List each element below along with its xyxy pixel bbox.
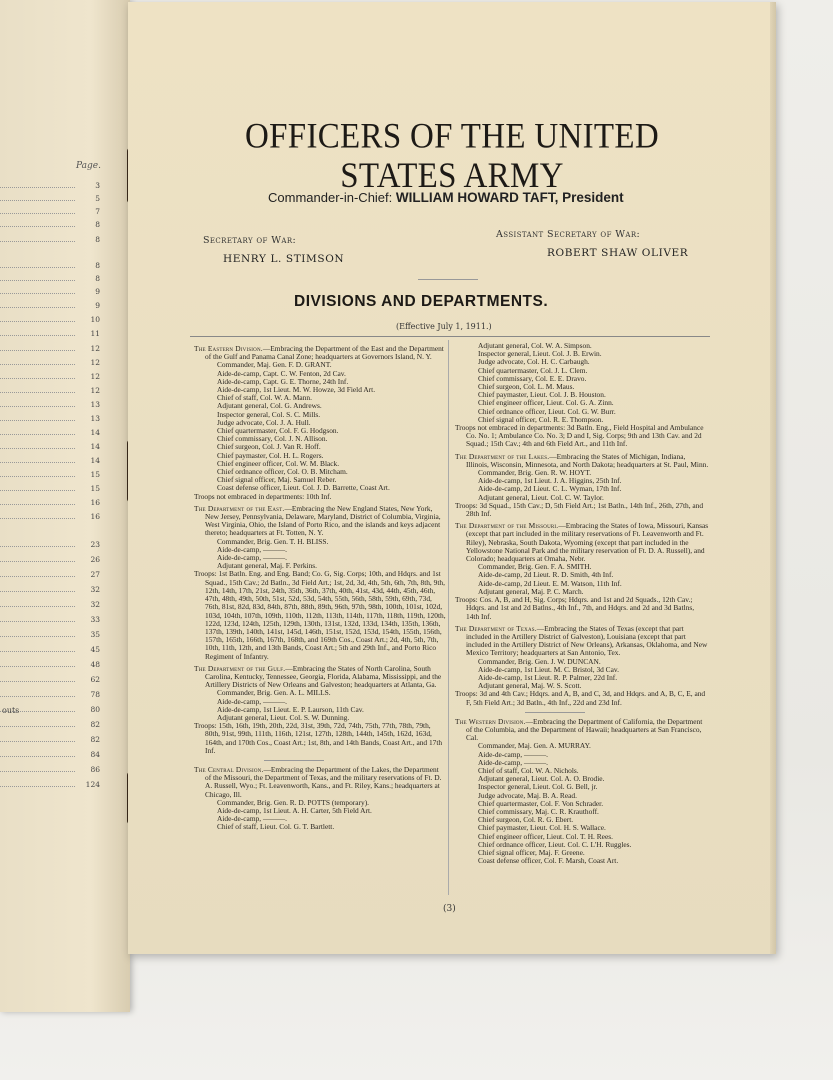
leader-dots [0, 756, 75, 757]
entry-line: Aide-de-camp, 1st Lieut. A. H. Carter, 5th Field Art. [217, 805, 372, 815]
entry-line: Aide-de-camp, 1st Lieut. M. W. Howze, 3d Field Art. [217, 385, 376, 395]
entry-line: Judge advocate, Col. H. C. Carbaugh. [478, 357, 590, 367]
entry-line: Commander, Maj. Gen. A. MURRAY. [478, 741, 591, 751]
entry-line: Inspector general, Lieut. Col. J. B. Erwin. [478, 349, 602, 359]
entry-line: The Central Division.—Embracing the Department of the Lakes, the Department of the Missouri, the Department of Texas, and the military reservations of Ft. D. A. Russell, Wyo.; Ft. Leavenworth, Kans., and Ft. Riley, Kans.; headquarters at Chicago, Ill. [194, 764, 442, 799]
left-text-column [194, 345, 446, 836]
entry-line: Aide-de-camp, 1st Lieut. J. A. Higgins, 25th Inf. [478, 476, 622, 486]
section-heading: DIVISIONS AND DEPARTMENTS. [294, 293, 549, 310]
page-ref-number: 12 [90, 372, 100, 381]
leader-dots [0, 321, 75, 322]
effective-note: (Effective July 1, 1911.) [396, 322, 492, 331]
entry-line: Commander, Brig. Gen. A. L. MILLS. [217, 688, 331, 698]
page-ref-number: 62 [90, 675, 100, 684]
page-ref-number: 12 [90, 344, 100, 353]
entry-line: Aide-de-camp, ———. [217, 814, 287, 824]
entry-line: Aide-de-camp, ———. [478, 757, 548, 767]
entry-line: Troops: 3d and 4th Cav.; Hdqrs. and A, B, and C, 3d, and Hdqrs. and A, B, C, E, and F, 5th Field Art.; 3d Batln., 4th Inf., 22d and 23d Inf. [455, 689, 706, 707]
entry-line: Chief ordnance officer, Lieut. Col. C. L'H. Ruggles. [478, 839, 632, 849]
leader-dots [0, 448, 75, 449]
leader-dots [0, 406, 75, 407]
entry-line: Chief engineer officer, Lieut. Col. T. H. Rees. [478, 831, 613, 841]
page-ref-number: 33 [90, 615, 100, 624]
entry-line: Aide-de-camp, 2d Lieut. E. M. Watson, 11th Inf. [478, 578, 622, 588]
department-entry [455, 342, 709, 449]
page-ref-number: 124 [85, 780, 100, 789]
leader-dots [0, 350, 75, 351]
page-edge [770, 2, 776, 954]
leader-dots [0, 771, 75, 772]
page-ref-number: 27 [90, 570, 100, 579]
entry-line: Aide-de-camp, ———. [217, 696, 287, 706]
section-separator [264, 760, 324, 761]
leader-dots [0, 504, 75, 505]
page-ref-number: 12 [90, 358, 100, 367]
leader-dots [0, 518, 75, 519]
leader-dots [0, 392, 75, 393]
leader-dots [0, 307, 75, 308]
entry-line: Aide-de-camp, 1st Lieut. M. C. Bristol, 3d Cav. [478, 664, 619, 674]
entry-line: Troops: 3d Squad., 15th Cav.; D, 5th Field Art.; 1st Batln., 14th Inf., 26th, 27th, and 28th Inf. [455, 500, 704, 519]
leader-dots [0, 621, 75, 622]
entry-line: Chief signal officer, Col. R. E. Thompson. [478, 414, 604, 424]
page-ref-number: 26 [90, 555, 100, 564]
page-ref-number: 3 [95, 181, 100, 190]
leader-dots [0, 576, 75, 577]
commander-name: WILLIAM HOWARD TAFT, President [395, 190, 624, 205]
entry-line: Chief commissary, Maj. C. R. Krauthoff. [478, 806, 599, 816]
page-ref-number: 9 [95, 301, 100, 310]
entry-line: Chief paymaster, Lieut. Col. H. S. Wallace. [478, 823, 606, 833]
asst-secretary-name: ROBERT SHAW OLIVER [547, 247, 689, 259]
page-ref-number: 78 [90, 690, 100, 699]
entry-line: Chief commissary, Col. J. N. Allison. [217, 434, 328, 444]
entry-line: Troops: 1st Batln. Eng. and Eng. Band; Co. G, Sig. Corps; 10th, and Hdqrs. and 1st Squad., 15th Cav.; 2d Batln., 3d Field Art.; 1st, 2d, 3d, 4th, 5th, 6th, 7th, 8th, 9th, 12th, 14th, 17th, 21st, 24th, 35th, 36th, 37th, 40th, 41st, 43d, 44th, 45th, 46th, 47th, 48th, 49th, 50th, 51st, 52d, 53d, 54th, 55th, 56th, 58th, 59th, 69th, 73d, 76th, 81st, 82d, 83d, 84th, 87th, 88th, 89th, 96th, 97th, 98th, 100th, 101st, 102d, 103d, 104th, 107th, 109th, 110th, 112th, 113th, 114th, 117th, 118th, 119th, 120th, 122d, 123d, 124th, 125th, 129th, 130th, 131st, 132d, 133d, 134th, 135th, 136th, 137th, 139th, 140th, 141st, 145d, 146th, 151st, 152d, 153d, 154th, 155th, 156th, 157th, 165th, 166th, 167th, 168th, and 169th Cos., Coast Art.; 2d, 4th, 5th, 7th, 10th, 11th, 12th, and 13th Bands, Coast Art.; 5th and 29th Inf., and Porto Rico Regiment of Infantry. [194, 569, 446, 661]
page-ref-number: 15 [90, 470, 100, 479]
entry-line: Adjutant general, Maj. P. C. March. [478, 586, 584, 596]
entry-line: Adjutant general, Lieut. Col. C. W. Taylor. [478, 492, 604, 502]
leader-dots [0, 462, 75, 463]
asst-secretary-label: Assistant Secretary of War: [496, 229, 641, 240]
entry-line: Aide-de-camp, ———. [478, 749, 548, 759]
department-entry [194, 766, 446, 832]
entry-line: Chief signal officer, Maj. F. Greene. [478, 847, 585, 857]
leader-dots [0, 490, 75, 491]
entry-line: Commander, Brig. Gen. F. A. SMITH. [478, 562, 592, 572]
department-entry [455, 453, 709, 519]
entry-line: Chief of staff, Col. W. A. Mann. [217, 393, 312, 403]
page-ref-number: 13 [90, 400, 100, 409]
entry-line: Inspector general, Col. S. C. Mills. [217, 409, 321, 419]
page-ref-number: 15 [90, 484, 100, 493]
page-ref-number: 10 [90, 315, 100, 324]
leader-dots [0, 241, 75, 242]
entry-line: Adjutant general, Maj. F. Perkins. [217, 561, 317, 571]
entry-line: Aide-de-camp, 1st Lieut. E. P. Laurson, 11th Cav. [217, 704, 364, 714]
entry-line: Troops: Cos. A, B, and H, Sig. Corps; Hdqrs. and 1st and 2d Squads., 12th Cav.; Hdqrs. and 1st and 2d Batlns., 4th Inf., 7th, and Hdqrs. and 2d and 3d Batlns, 14th Inf. [455, 595, 695, 621]
entry-line: Chief signal officer, Maj. Samuel Reber. [217, 475, 337, 485]
leader-dots [0, 420, 75, 421]
page-ref-number: 82 [90, 735, 100, 744]
leader-dots [0, 364, 75, 365]
page-ref-number: 5 [95, 194, 100, 203]
page-ref-number: 12 [90, 386, 100, 395]
entry-line: Aide-de-camp, 2d Lieut. C. L. Wyman, 17th Inf. [478, 484, 622, 494]
entry-line: Commander, Maj. Gen. F. D. GRANT. [217, 360, 332, 370]
entry-line: Coast defense officer, Lieut. Col. J. D. Barrette, Coast Art. [217, 483, 390, 493]
column-divider [448, 340, 449, 895]
divider-rule [190, 336, 710, 337]
entry-line: Troops not embraced in departments: 3d Batln. Eng., Field Hospital and Ambulance Co. No. 1; Ambulance Co. No. 3; D and I, Sig. Corps; 9th and 13th Cav. and 2d Squad.; 15th Cav.; 4th and 6th Field Art., and 11th Inf. [455, 423, 704, 449]
entry-line: Chief quartermaster, Col. J. L. Clem. [478, 365, 588, 375]
section-separator [525, 712, 585, 713]
entry-line: Judge advocate, Col. J. A. Hull. [217, 417, 311, 427]
entry-line: Chief paymaster, Lieut. Col. J. B. Houston. [478, 390, 606, 400]
leader-dots [0, 546, 75, 547]
page-ref-number: 45 [90, 645, 100, 654]
page-title: OFFICERS OF THE UNITED STATES ARMY [245, 117, 659, 196]
entry-line: Inspector general, Lieut. Col. G. Bell, jr. [478, 782, 598, 792]
page-column-label: Page. [76, 161, 101, 171]
leader-dots [0, 267, 75, 268]
leader-dots [0, 476, 75, 477]
entry-line: Chief ordnance officer, Col. O. B. Mitcham. [217, 467, 348, 477]
page-ref-number: 9 [95, 287, 100, 296]
page-ref-number: 8 [95, 220, 100, 229]
page-ref-number: 84 [90, 750, 100, 759]
page-ref-number: 13 [90, 414, 100, 423]
entry-line: The Eastern Division.—Embracing the Department of the East and the Department of the Gulf and Panama Canal Zone; headquarters at Governors Island, N. Y. [194, 344, 444, 362]
entry-line: Chief of staff, Col. W. A. Nichols. [478, 765, 579, 775]
entry-line: Aide-de-camp, ———. [217, 553, 287, 563]
leader-dots [0, 335, 75, 336]
leader-dots [0, 378, 75, 379]
leader-dots [0, 187, 75, 188]
entry-line: The Department of the Gulf.—Embracing the States of North Carolina, South Carolina, Kentucky, Tennessee, Georgia, Florida, Alabama, Mississippi, and the Artillery Districts of New Orleans and Galveston; headquarters at Atlanta, Ga. [194, 663, 442, 690]
entry-line: Adjutant general, Maj. W. S. Scott. [478, 681, 582, 691]
leader-dots [0, 200, 75, 201]
entry-line: The Department of the East.—Embracing the New England States, New York, New Jersey, Pennsylvania, Delaware, Maryland, District of Columbia, Virginia, West Virginia, Ohio, the Island of Porto Rico, and the islands and keys adjacent thereto; headquarters at Ft. Totten, N. Y. [194, 503, 441, 538]
leader-dots [0, 591, 75, 592]
entry-line: Judge advocate, Maj. B. A. Read. [478, 790, 577, 800]
entry-line: Troops not embraced in departments: 10th Inf. [194, 491, 332, 501]
entry-line: The Department of Texas.—Embracing the States of Texas (except that part included in the Artillery District of Galveston), Louisiana (except that part included in the Artillery District of New Orleans), Arkansas, Oklahoma, and New Mexico Territory; headquarters at San Antonio, Tex. [455, 623, 708, 658]
leader-dots [0, 226, 75, 227]
entry-line: Commander, Brig. Gen. T. H. BLISS. [217, 536, 329, 546]
page-ref-number: 8 [95, 274, 100, 283]
entry-line: Chief quartermaster, Col. F. G. Hodgson. [217, 426, 339, 436]
department-entry [194, 345, 446, 501]
page-ref-number: 23 [90, 540, 100, 549]
department-entry [455, 625, 709, 707]
leader-dots [0, 561, 75, 562]
entry-line: Adjutant general, Lieut. Col. S. W. Dunning. [217, 712, 350, 722]
entry-line: Adjutant general, Col. W. A. Simpson. [478, 341, 592, 350]
entry-line: Commander, Brig. Gen. R. D. POTTS (temporary). [217, 797, 370, 807]
page-ref-number: 16 [90, 512, 100, 521]
page-ref-number: 11 [90, 329, 100, 338]
entry-line: Chief paymaster, Col. H. L. Rogers. [217, 450, 324, 460]
right-text-column [455, 342, 709, 869]
page-ref-number: 14 [90, 456, 100, 465]
leader-dots [0, 293, 75, 294]
leader-dots [0, 726, 75, 727]
department-entry [455, 522, 709, 620]
page-ref-number: 8 [95, 261, 100, 270]
page-ref-number: 35 [90, 630, 100, 639]
leader-dots [0, 280, 75, 281]
entry-line: The Department of the Missouri.—Embracing the States of Iowa, Missouri, Kansas (except that part included in the military reservations of Ft. Leavenworth and Ft. Riley), Nebraska, South Dakota, Wyoming (except that part included in the Yellowstone National Park and the military reservation of Ft. D. A. Russell), and Colorado; headquarters at Omaha, Nebr. [455, 521, 709, 564]
page-ref-number: 48 [90, 660, 100, 669]
page-ref-number: 80 [90, 705, 100, 714]
entry-line: Adjutant general, Col. G. Andrews. [217, 401, 322, 411]
leader-dots [0, 786, 75, 787]
entry-line: Chief quartermaster, Col. F. Von Schrader. [478, 798, 604, 808]
leader-dots [0, 213, 75, 214]
commander-label: Commander-in-Chief: [268, 190, 393, 205]
department-entry [194, 665, 446, 755]
entry-line: Commander, Brig. Gen. J. W. DUNCAN. [478, 656, 601, 666]
page-ref-number: 32 [90, 585, 100, 594]
entry-line: Coast defense officer, Col. F. Marsh, Coast Art. [478, 856, 619, 866]
page-ref-number: 16 [90, 498, 100, 507]
entry-line: Adjutant general, Lieut. Col. A. O. Brodie. [478, 774, 605, 784]
page-ref-number: 82 [90, 720, 100, 729]
entry-line: Aide-de-camp, 1st Lieut. R. P. Palmer, 22d Inf. [478, 672, 618, 682]
left-page [0, 0, 130, 1012]
leader-dots [0, 666, 75, 667]
entry-line: Chief commissary, Col. E. E. Dravo. [478, 373, 587, 383]
entry-line: Chief engineer officer, Col. W. M. Black. [217, 458, 340, 468]
entry-line: Troops: 15th, 16th, 19th, 20th, 22d, 31st, 39th, 72d, 74th, 75th, 77th, 78th, 79th, 80th, 91st, 99th, 111th, 116th, 121st, 127th, 128th, 144th, 145th, 162d, 163d, 164th, and 170th Cos., Coast Art.; 1st, 8th, and 14th Bands, Coast Art., and 17th Inf. [194, 721, 443, 755]
entry-line: Aide-de-camp, ———. [217, 544, 287, 554]
secretary-name: HENRY L. STIMSON [223, 253, 345, 265]
entry-line: Chief surgeon, Col. J. Van R. Hoff. [217, 442, 321, 452]
page-ref-number: 32 [90, 600, 100, 609]
leader-dots [0, 741, 75, 742]
entry-line: Aide-de-camp, Capt. G. E. Thorne, 24th Inf. [217, 376, 349, 386]
entry-line: The Department of the Lakes.—Embracing the States of Michigan, Indiana, Illinois, Wisconsin, Minnesota, and North Dakota; headquarters at St. Paul, Minn. [455, 451, 709, 469]
entry-line: The Western Division.—Embracing the Department of California, the Department of the Columbia, and the Department of Hawaii; headquarters at San Francisco, Cal. [455, 716, 703, 743]
secretary-label: Secretary of War: [203, 235, 297, 246]
leader-dots [0, 651, 75, 652]
page-number: (3) [443, 904, 456, 914]
page-ref-number: 14 [90, 428, 100, 437]
commander-in-chief-line [268, 190, 624, 205]
department-entry [194, 505, 446, 661]
department-entry [455, 718, 709, 866]
leader-dots [0, 434, 75, 435]
leader-dots [0, 606, 75, 607]
entry-line: Aide-de-camp, 2d Lieut. R. D. Smith, 4th Inf. [478, 570, 614, 580]
divider-rule [418, 279, 478, 280]
leader-dots [0, 681, 75, 682]
entry-line: Chief engineer officer, Lieut. Col. G. A. Zinn. [478, 398, 614, 408]
entry-line: Chief surgeon, Col. L. M. Maus. [478, 382, 575, 392]
entry-line: Commander, Brig. Gen. R. W. HOYT. [478, 468, 592, 478]
leader-dots [0, 636, 75, 637]
main-page [128, 2, 776, 954]
page-ref-number: 7 [95, 207, 100, 216]
page-ref-number: 8 [95, 235, 100, 244]
page-ref-number: 14 [90, 442, 100, 451]
entry-line: Chief ordnance officer, Lieut. Col. G. W. Burr. [478, 406, 616, 416]
entry-line: Chief surgeon, Col. R. G. Ebert. [478, 815, 574, 825]
page-ref-number: 86 [90, 765, 100, 774]
leader-dots [0, 696, 75, 697]
entry-line: Aide-de-camp, Capt. C. W. Fenton, 2d Cav. [217, 368, 346, 378]
entry-line: Chief of staff, Lieut. Col. G. T. Bartlett. [217, 822, 335, 832]
outs-label: outs [2, 706, 20, 715]
